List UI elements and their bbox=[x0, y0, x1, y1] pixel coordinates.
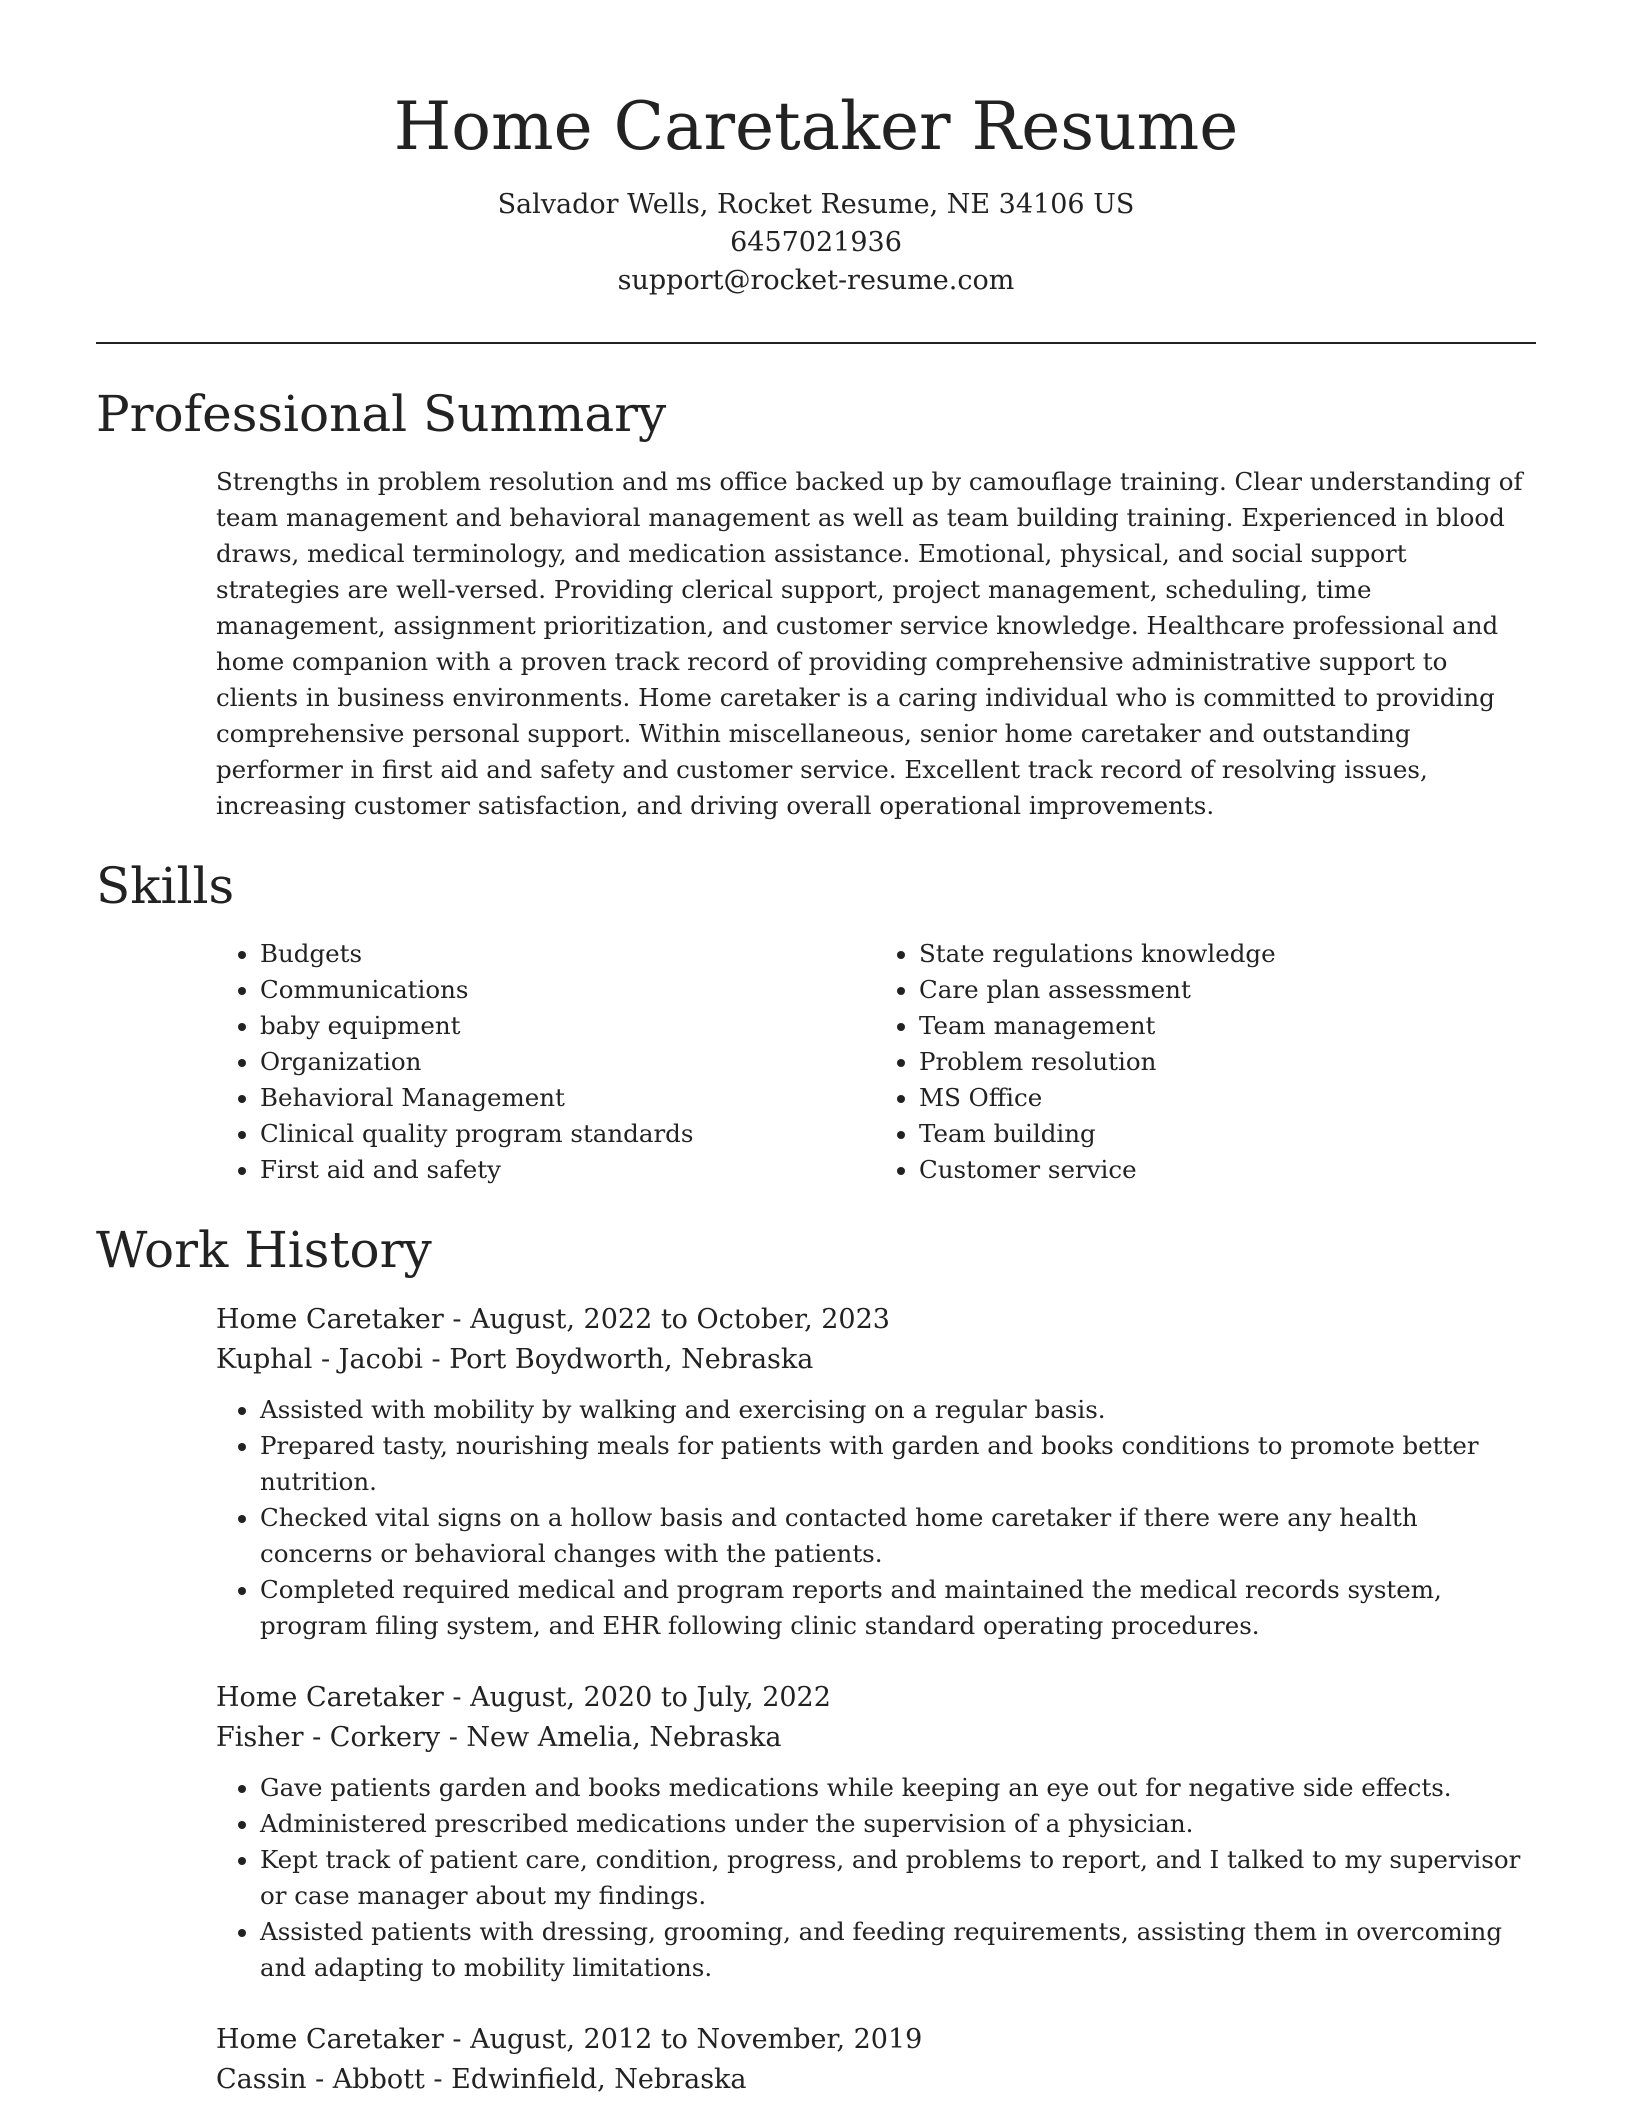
skills-column-right bbox=[875, 936, 1534, 1188]
skill-item: • Communications bbox=[260, 972, 875, 1008]
resume-body bbox=[96, 378, 1536, 2100]
skill-item: • Budgets bbox=[260, 936, 875, 972]
job-duty: • Completed required medical and program reports and maintained the medical records system, program filing system, and EHR following clinic standard operating procedures. bbox=[260, 1572, 1534, 1644]
job-duty: • Administered prescribed medications under the supervision of a physician. bbox=[260, 1806, 1534, 1842]
skills-section bbox=[96, 850, 1536, 1188]
skill-item: • First aid and safety bbox=[260, 1152, 875, 1188]
job-duty: • Checked vital signs on a hollow basis and contacted home caretaker if there were any health concerns or behavioral changes with the patients. bbox=[260, 1500, 1534, 1572]
section-heading-work-history: Work History bbox=[96, 1221, 432, 1279]
job-company-line: Fisher - Corkery - New Amelia, Nebraska bbox=[216, 1722, 782, 1753]
job-title-line: Home Caretaker - August, 2022 to October, 2023 bbox=[216, 1304, 890, 1335]
job-company: Cassin - Abbott bbox=[216, 2064, 425, 2095]
skill-item: • Team management bbox=[919, 1008, 1534, 1044]
contact-phone: 6457021936 bbox=[730, 227, 902, 258]
job-dates: August, 2020 to July, 2022 bbox=[470, 1682, 831, 1713]
job-duty: • Prepared tasty, nourishing meals for patients with garden and books conditions to promote better nutrition. bbox=[260, 1428, 1534, 1500]
job-entry bbox=[216, 1678, 1534, 1986]
job-company-line: Kuphal - Jacobi - Port Boydworth, Nebraska bbox=[216, 1344, 814, 1375]
summary-text: Strengths in problem resolution and ms office backed up by camouflage training. Clear understanding of team management and behavioral management as well as team building training. Experienced in blood draws, medical terminology, and medication assistance. Emotional, physical, and social support strategies are well-versed. Providing clerical support, project management, scheduling, time management, assignment prioritization, and customer service knowledge. Healthcare professional and home companion with a proven track record of providing comprehensive administrative support to clients in business environments. Home caretaker is a caring individual who is committed to providing comprehensive personal support. Within miscellaneous, senior home caretaker and outstanding performer in first aid and safety and customer service. Excellent track record of resolving issues, increasing customer satisfaction, and driving overall operational improvements. bbox=[216, 467, 1523, 820]
skill-item: • Care plan assessment bbox=[919, 972, 1534, 1008]
section-heading-skills: Skills bbox=[96, 857, 235, 915]
job-duties bbox=[216, 1770, 1534, 1986]
skill-item: • Behavioral Management bbox=[260, 1080, 875, 1116]
skill-item: • Team building bbox=[919, 1116, 1534, 1152]
job-duties bbox=[216, 1392, 1534, 1644]
skill-item: • baby equipment bbox=[260, 1008, 875, 1044]
skill-item: • Clinical quality program standards bbox=[260, 1116, 875, 1152]
job-company-line: Cassin - Abbott - Edwinfield, Nebraska bbox=[216, 2064, 747, 2095]
job-title: Home Caretaker bbox=[216, 2024, 444, 2055]
job-company: Fisher - Corkery bbox=[216, 1722, 441, 1753]
skill-item: • State regulations knowledge bbox=[919, 936, 1534, 972]
resume-header bbox=[96, 82, 1536, 300]
job-location: Edwinfield, Nebraska bbox=[451, 2064, 747, 2095]
job-company: Kuphal - Jacobi bbox=[216, 1344, 423, 1375]
skills-column-left bbox=[216, 936, 875, 1188]
contact-address: Salvador Wells, Rocket Resume, NE 34106 US bbox=[497, 189, 1135, 220]
job-duty: • Kept track of patient care, condition, progress, and problems to report, and I talked to my supervisor or case manager about my findings. bbox=[260, 1842, 1534, 1914]
skill-item: • Problem resolution bbox=[919, 1044, 1534, 1080]
job-duty: • Assisted with mobility by walking and exercising on a regular basis. bbox=[260, 1392, 1534, 1428]
job-location: Port Boydworth, Nebraska bbox=[449, 1344, 814, 1375]
job-dates: August, 2022 to October, 2023 bbox=[470, 1304, 890, 1335]
contact-email: support@rocket-resume.com bbox=[617, 265, 1015, 296]
job-duty: • Gave patients garden and books medications while keeping an eye out for negative side effects. bbox=[260, 1770, 1534, 1806]
skill-item: • Organization bbox=[260, 1044, 875, 1080]
job-dates: August, 2012 to November, 2019 bbox=[470, 2024, 923, 2055]
header-divider bbox=[96, 342, 1536, 344]
skill-item: • MS Office bbox=[919, 1080, 1534, 1116]
job-title: Home Caretaker bbox=[216, 1304, 444, 1335]
job-title-line: Home Caretaker - August, 2020 to July, 2022 bbox=[216, 1682, 831, 1713]
professional-summary-section bbox=[96, 378, 1536, 824]
job-location: New Amelia, Nebraska bbox=[466, 1722, 782, 1753]
job-title-line: Home Caretaker - August, 2012 to November, 2019 bbox=[216, 2024, 923, 2055]
job-entry bbox=[216, 1300, 1534, 1644]
section-heading-summary: Professional Summary bbox=[96, 385, 667, 443]
contact-block bbox=[96, 186, 1536, 300]
job-title: Home Caretaker bbox=[216, 1682, 444, 1713]
job-entry bbox=[216, 2020, 1534, 2100]
resume-title: Home Caretaker Resume bbox=[393, 88, 1239, 165]
skill-item: • Customer service bbox=[919, 1152, 1534, 1188]
skills-columns bbox=[216, 936, 1534, 1188]
job-duty: • Assisted patients with dressing, grooming, and feeding requirements, assisting them in overcoming and adapting to mobility limitations. bbox=[260, 1914, 1534, 1986]
work-history-section bbox=[96, 1214, 1536, 2100]
